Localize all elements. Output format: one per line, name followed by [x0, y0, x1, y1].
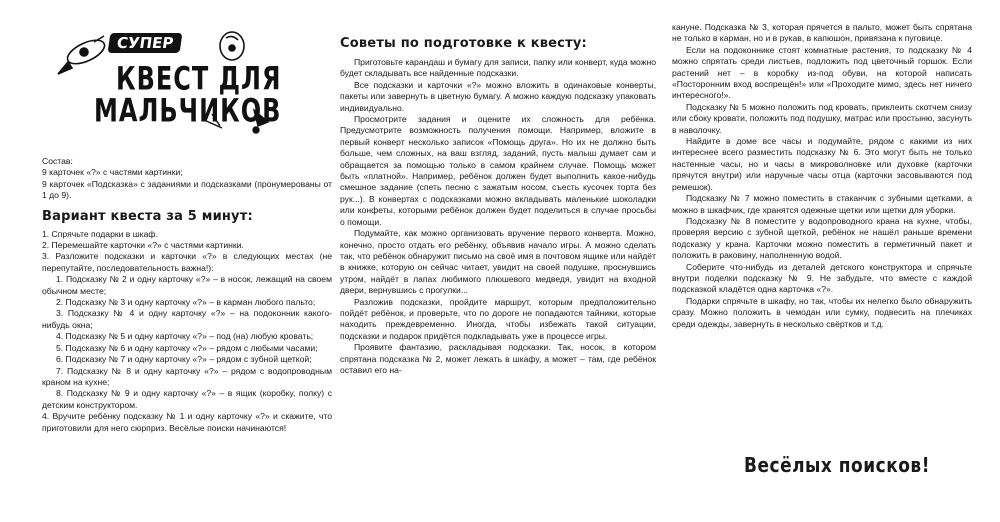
composition-item: 9 карточек «Подсказка» с заданиями и подсказками (пронумерованы от 1 до 9). — [42, 178, 332, 201]
tip-paragraph: Найдите в доме все часы и подумайте, рядом с какими из них интереснее всего разместить подсказку № 6. Это могут быть не только настенные часы, но и часы в микроволновке или духовке (карточки прячутся внутри) или наручные часы отца (карточки засовываются под ремешок). — [672, 136, 972, 192]
logo-title-line-2: МАЛЬЧИКОВ — [94, 92, 282, 130]
tip-paragraph: Приготовьте карандаш и бумагу для записи, папку или конверт, куда можно будет складывать все найденные подсказки. — [340, 57, 656, 79]
tip-paragraph: Подумайте, как можно организовать вручение первого конверта. Можно, конечно, просто отдать его ребёнку, объявив начало игры. А можно сделать так, что ребёнок обнаружит письмо на своё имя в почтовом ящике или найдёт в книжке, которую он сейчас читает, увидит на своей подушке, проснувшись утром, найдёт в лапах любимого плюшевого медведя, увидит на входной двери, вернувшись с прогулки... — [340, 228, 656, 296]
left-column — [42, 156, 332, 434]
composition-label: Состав: — [42, 156, 73, 166]
composition-item: 9 карточек «?» с частями картинки; — [42, 167, 183, 178]
tips-heading: Советы по подготовке к квесту: — [340, 36, 587, 51]
tip-paragraph: Все подсказки и карточки «?» можно вложить в одинаковые конверты, пакеты или завернуть в цветную бумагу. А можно каждую подсказку упаковать индивидуально. — [340, 79, 656, 113]
step-item: 1. Спрячьте подарки в шкаф. — [42, 228, 158, 239]
tip-paragraph: Подсказку № 5 можно положить под кровать, приклеить скотчем снизу или сбоку кровати, положить под подушку, матрас или простыню, засунуть в наволочку. — [672, 101, 972, 135]
logo-title-line-1: КВЕСТ ДЛЯ — [116, 60, 282, 98]
sub-item: 5. Подсказку № 6 и одну карточку «?» – рядом с любыми часами; — [56, 342, 318, 353]
tip-paragraph: Если на подоконнике стоят комнатные растения, то подсказку № 4 можно спрятать среди листьев, подложить под цветочный горшок. Если растений нет – в коробку из-под обуви, на которой написать «Посторонним вход воспрещён!» или «Проходите мимо, здесь нет ничего интересного!». — [672, 44, 972, 101]
tip-paragraph: Подарки спрячьте в шкафу, но так, чтобы их нелегко было обнаружить сразу. Можно положить в чемодан или сумку, подвесить на плечиках среди одежды, завернуть в несколько свёртков и т.д. — [672, 295, 972, 329]
step-item: 4. Вручите ребёнку подсказку № 1 и одну карточку «?» и скажите, что приготовили для него сюрприз. Весёлые поиски начинаются! — [42, 411, 332, 433]
tip-paragraph: Разложив подсказки, пройдите маршрут, которым предположительно пойдёт ребёнок, и проверьте, что по дороге не попадаются тайники, которые находить преждевременно. Иногда, чтобы избежать такой ситуации, подсказки и подарок придётся подкладывать уже в процессе игры. — [340, 296, 656, 341]
happy-search-title: Весёлых поисков! — [744, 454, 930, 478]
tip-paragraph: кануне. Подсказка № 3, которая прячется в пальто, может быть спрятана не только в карман, но и в рукав, в капюшон, привязана к пуговице. — [672, 22, 972, 44]
sub-item: 1. Подсказку № 2 и одну карточку «?» – в носок, лежащий на своем обычном месте; — [42, 274, 332, 296]
sub-item: 7. Подсказку № 8 и одну карточку «?» – рядом с водопроводным краном на кухне; — [42, 365, 332, 387]
tip-paragraph: Соберите что-нибудь из деталей детского конструктора и спрячьте внутри поделки подсказку № 9. Не забудьте, что вместе с каждой подсказкой кладётся одна карточка «?». — [672, 261, 972, 295]
right-column — [672, 22, 972, 330]
quest-variant-heading: Вариант квеста за 5 минут: — [42, 208, 253, 224]
tip-paragraph: Просмотрите задания и оцените их сложность для ребёнка. Предусмотрите возможность получения помощи. Например, вложите в первый конверт несколько записок «Помощь друга». Но их не должно быть больше, чем сложных, на ваш взгляд, заданий, пусть малыш думает сам и обращается за помощью только в самом крайнем случае. Помощь может быть «платной». Например, ребёнок должен будет выполнить какое-нибудь смешное задание (спеть песню с зажатым носом, съесть кусочек торта без рук...). В конвертах с подсказками можно вкладывать маленькие шоколадки или конфеты, которыми ребёнок должен будет поделиться в случае просьбы о помощи. — [340, 114, 656, 227]
middle-column — [340, 36, 656, 376]
logo — [54, 30, 294, 150]
tip-paragraph: Подсказку № 8 поместите у водопроводного крана на кухне, чтобы, проверяя версию с зубной щеткой, ребёнок не нашёл раньше времени подсказку у крана. Карточки можно поместить в герметичный пакет и положить в раковину, наполненную водой. — [672, 215, 972, 261]
sub-item: 2. Подсказку № 3 и одну карточку «?» – в карман любого пальто; — [56, 297, 316, 308]
sub-item: 8. Подсказку № 9 и одну карточку «?» – в ящик (коробку, полку) с детским конструктором. — [42, 388, 332, 410]
sub-item: 3. Подсказку № 4 и одну карточку «?» – на подоконник какого-нибудь окна; — [42, 308, 332, 330]
tip-paragraph: Проявите фантазию, раскладывая подсказки. Так, носок, в котором спрятана подсказка № 2, может лежать в шкафу, а может – там, где ребёнок оставил его на- — [340, 342, 656, 375]
sub-item: 6. Подсказку № 7 и одну карточку «?» – рядом с зубной щеткой; — [56, 354, 312, 365]
step-item: 3. Разложите подсказки и карточки «?» в следующих местах (не перепутайте, последовательность важна!): — [42, 251, 332, 273]
sub-item: 4. Подсказку № 5 и одну карточку «?» – под (на) любую кровать; — [56, 331, 314, 342]
logo-tag: СУПЕР — [108, 33, 183, 53]
step-item: 2. Перемешайте карточки «?» с частями картинки. — [42, 240, 244, 251]
tip-paragraph: Подсказку № 7 можно поместить в стаканчик с зубными щетками, а можно в шкафчик, где хранятся одежные щетки или щетки для уборки. — [672, 193, 972, 215]
